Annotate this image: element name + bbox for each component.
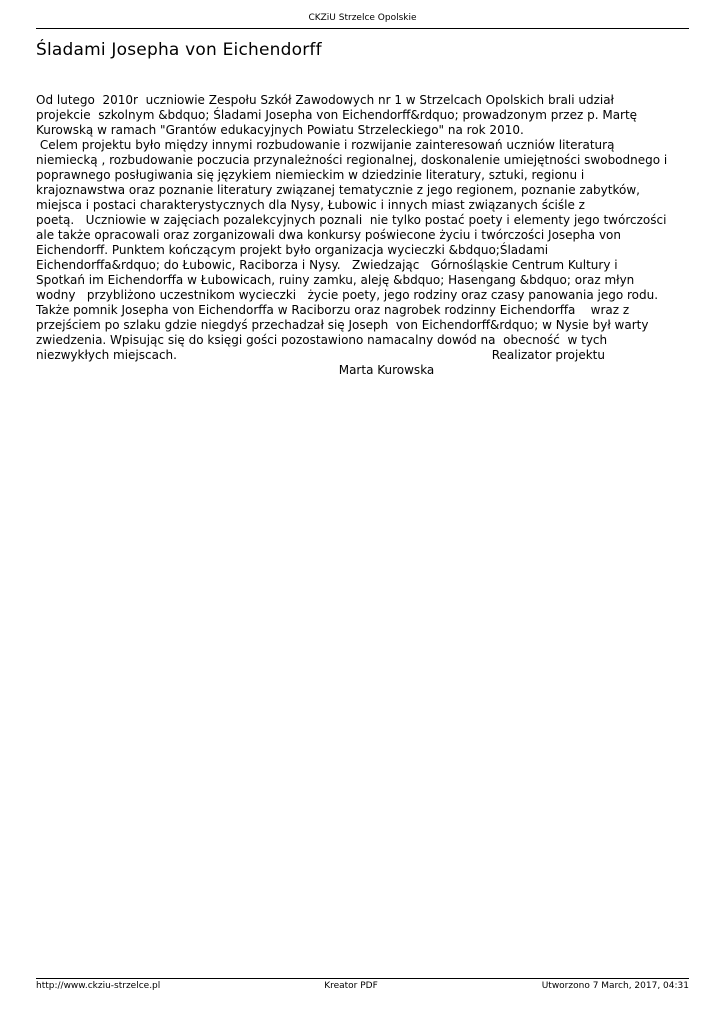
body-line: Eichendorffa&rdquo; do Łubowic, Raciborza i Nysy. Zwiedzając Górnośląskie Centrum Kultury i xyxy=(36,258,618,272)
body-line: zwiedzenia. Wpisując się do księgi gości pozostawiono namacalny dowód na obecność w tych xyxy=(36,333,608,347)
body-line: krajoznawstwa oraz poznanie literatury związanej tematycznie z jego regionem, poznanie zabytków, xyxy=(36,183,640,197)
body-line: Od lutego 2010r uczniowie Zespołu Szkół Zawodowych nr 1 w Strzelcach Opolskich brali udział xyxy=(36,93,614,107)
document-body xyxy=(36,93,689,378)
body-line: poetą. Uczniowie w zajęciach pozalekcyjnych poznali nie tylko postać poety i elementy jego twórczości xyxy=(36,213,667,227)
footer-url: http://www.ckziu-strzelce.pl xyxy=(36,981,161,991)
author-name: Marta Kurowska xyxy=(338,363,435,377)
body-line: ale także opracowali oraz zorganizowali dwa konkursy poświecone życiu i twórczości Josepha von xyxy=(36,228,621,242)
body-line: miejsca i postaci charakterystycznych dla Nysy, Łubowic i innych miast związanych ściśle z xyxy=(36,198,585,212)
body-line: Celem projektu było między innymi rozbudowanie i rozwijanie zainteresowań uczniów literaturą xyxy=(36,138,615,152)
body-line: przejściem po szlaku gdzie niegdyś przechadzał się Joseph von Eichendorff&rdquo; w Nysie był warty xyxy=(36,318,649,332)
header-divider xyxy=(36,28,689,29)
body-line: wodny przybliżono uczestnikom wycieczki życie poety, jego rodziny oraz czasy panowania jego rodu. xyxy=(36,288,659,302)
body-line: poprawnego posługiwania się językiem niemieckim w dziedzinie literatury, sztuki, regionu i xyxy=(36,168,585,182)
body-line: Także pomnik Josepha von Eichendorffa w Raciborzu oraz nagrobek rodzinny Eichendorffa wraz z xyxy=(36,303,630,317)
page-title: Śladami Josepha von Eichendorff xyxy=(36,40,322,60)
footer-created-timestamp: Utworzono 7 March, 2017, 04:31 xyxy=(541,981,689,991)
footer-divider xyxy=(36,978,689,979)
body-line: projekcie szkolnym &bdquo; Śladami Josepha von Eichendorff&rdquo; prowadzonym przez p. Martę xyxy=(36,108,638,122)
body-line: Spotkań im Eichendorffa w Łubowicach, ruiny zamku, aleję &bdquo; Hasengang &bdquo; oraz młyn xyxy=(36,273,635,287)
body-line: Eichendorff. Punktem kończącym projekt było organizacja wycieczki &bdquo;Śladami xyxy=(36,243,549,257)
body-closing-line xyxy=(36,348,689,363)
header-site-title: CKZiU Strzelce Opolskie xyxy=(308,13,417,23)
realizator-label: Realizator projektu xyxy=(491,348,605,362)
footer-row xyxy=(36,981,689,992)
body-line: Kurowską w ramach "Grantów edukacyjnych Powiatu Strzeleckiego" na rok 2010. xyxy=(36,123,524,137)
closing-text: niezwykłych miejscach. xyxy=(36,348,177,362)
body-line: niemiecką , rozbudowanie poczucia przynależności regionalnej, doskonalenie umiejętności swobodnego i xyxy=(36,153,668,167)
footer-generator: Kreator PDF xyxy=(324,981,378,991)
page-footer xyxy=(0,978,725,992)
